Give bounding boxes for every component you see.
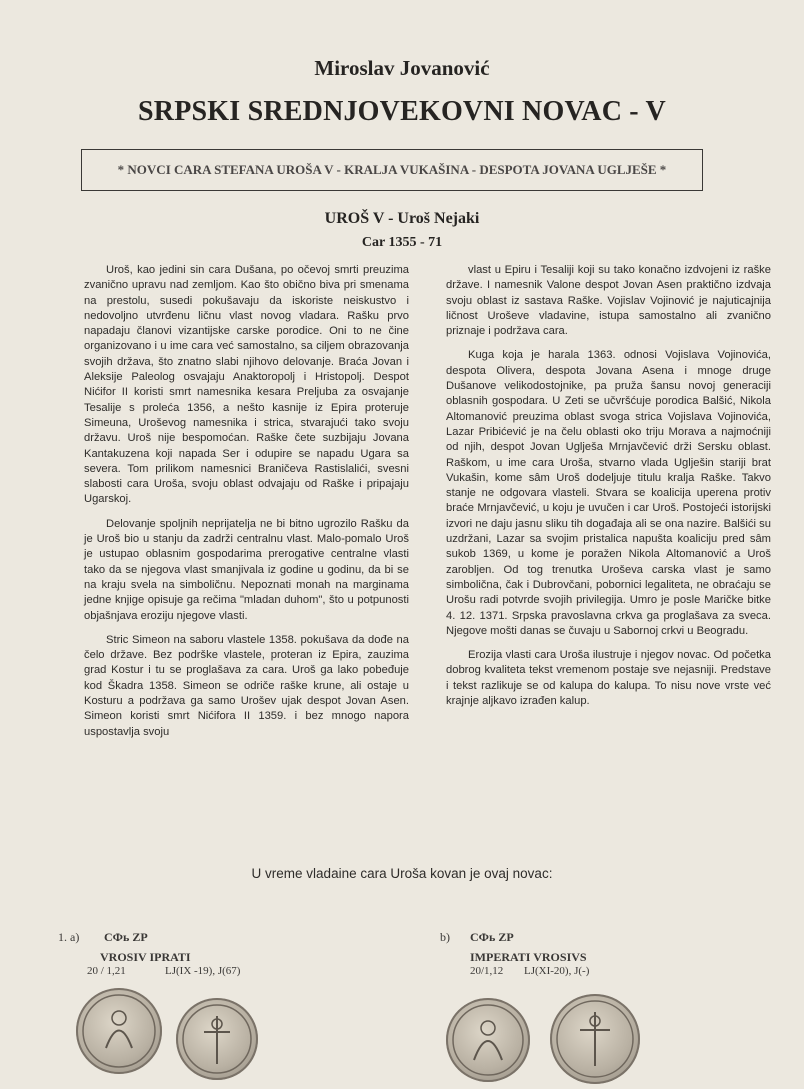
coin-obverse-image [446,998,530,1082]
coin-reverse-icon [550,994,640,1084]
right-column [446,263,771,718]
coin-legend-bottom: IMPERATI VROSIVS [470,950,587,964]
coin-entry-b [440,928,770,1086]
paragraph: vlast u Epiru i Tesaliji koji su tako konačno izdvojeni iz raške države. I namesnik Valone despot Jovan Asen praktično izdvaja svoju oblast iz sastava Raške. Vojislav Vojinović je najuticajnija ličnost Uroševe vladavine, istupa samostalno ali zvanično priznaje i podržava cara. [446,264,771,338]
paragraph: Delovanje spoljnih neprijatelja ne bi bitno ugrozilo Rašku da je Uroš bio u stanju da zadrži centralnu vlast. Malo-pomalo Uroš je ustupao oblasnim gospodarima prerogative centralne vlasti tako da se njegova vlast smanjivala iz godine u godinu, da bi se na kraju svela na simboličnu. Nepoznati monah na marginama jedne knjige opisuje ga rečima "mladan duhom", što u potpunosti objašnjava eroziju njegove vlasti. [84,517,409,622]
coin-refs: LJ(IX -19), J(67) [165,965,241,977]
section-subtitle: Car 1355 - 71 [361,235,443,250]
paragraph: Stric Simeon na saboru vlastele 1358. pokušava da dođe na čelo države. Bez podrške vlastele, proteran iz Epira, zauzima grad Kostur i tu se proglašava za cara. Uroš ga lako pobeđuje kod Škadra 1358. Simeon se odriče raške krune, ali ostaje u Kosturu a podržava ga samo Urošev ujak despot Jovan Asen. Simeon koristi smrt Nićifora II 1359. i bez mnogo napora uspostavlja svoju [84,633,409,738]
paragraph: Kuga koja je harala 1363. odnosi Vojislava Vojinovića, despota Olivera, despota Jovana Asena i mnoge druge Dušanove velikodostojnike, pa pruža šansu novoj generaciji oblasnih gospodara. U Zeti se učvršćuje porodica Balšić, Nikola Altomanović preuzima oblast svoga strica Vojislava Vojinovića, Lazar Pribićević je na čelu oblasti oko triju Morava a najmoćniji od njih, despot Jovan Uglješa Mrnjavčević drži Sersku oblast. Raškom, u ime cara Uroša, stvarno vlada Uglješin stariji brat Vukašin, kome sâm Uroš dodeljuje titulu kralja Raške. Takvo stanje ne odgovara vlasteli. Stvara se koalicija uperena protiv braće Mrnjavčević, u koju je uvučen i car Uroš. Postojeći istorijski izvori ne daju jasnu sliku tih događaja ali se ona nazire. Balšići su uzdržani, Lazar sa svojim pristalica napušta koaliciju pred sâm sukob 1369, u kome je poražen Nikola Altomanović a Uroš zarobljen. Od tog trenutka Uroševa carska vlast je samo simbolična, čak i Dubrovčani, pobornici legaliteta, ne obraćaju se Urošu radi potvrde svojih privilegija. Umro je posle Maričke bitke 4. 12. 1371. Srpska pravoslavna crkva ga proglašava za sveca. Njegove mošti danas se čuvaju u Sabornoj crkvi u Beogradu. [446,349,771,637]
article-title: SRPSKI SREDNJOVEKOVNI NOVAC - V [138,96,666,127]
subtitle-box [81,149,703,191]
coin-reverse-icon [176,998,258,1080]
coin-weight: 20 / 1,21 [87,965,126,977]
left-column [84,263,409,749]
coin-label: 1. a) [58,930,80,944]
coin-legend-bottom: VROSIV IPRATI [100,950,191,964]
coins-intro: U vreme vladaine cara Uroša kovan je ovaj novac: [251,866,553,881]
article-subtitle: * NOVCI CARA STEFANA UROŠA V - KRALJA VUKAŠINA - DESPOTA JOVANA UGLJEŠE * [117,162,667,177]
paragraph: Uroš, kao jedini sin cara Dušana, po očevoj smrti preuzima zvanično upravu nad zemljom. Kao što obično biva pri smenama na prestolu, susedi pokušavaju da iskoriste neiskustvo i nedovoljno utvrđenu ličnu vlast novog vladara. Rašku prvo napadaju članovi vizantijske carske porodice. Oni to ne čine organizovano i u ime cara već samostalno, sa ciljem obrazovanja svojih država, što znatno slabi njihovo delovanje. Braća Jovan i Aleksije Paleolog osvajaju Anaktoropolj i Hristopolj. Despot Nićifor II koristi smrt namesnika kesara Preljuba za osvajanje Tesalije s proleća 1356, a nešto kasnije iz Epira proteruje Simeuna, Uroševog namesnika i strica, stvarajući tako svoju državu. Uroš nije bespomoćan. Raške čete suzbijaju Jovana Kantakuzena koji napada Ser i odupire se napadu Ugara sa severa. Tom prilikom namesnici Braničeva Rastislalići, svesni slabosti cara Uroša, svoju oblast odvajaju od Raške i pripajaju Ugarskoj. [84,264,409,506]
coin-weight: 20/1,12 [470,965,504,977]
section-title: UROŠ V - Uroš Nejaki [324,210,480,227]
coin-refs: LJ(XI-20), J(-) [524,965,590,977]
paragraph: Erozija vlasti cara Uroša ilustruje i njegov novac. Od početka dobrog kvaliteta tekst vremenom postaje sve nejasniji. Predstave i tekst razlikuje se od kalupa do kalupa. To nisu nove vrste već krajnje aljkavo izrađen kalup. [446,649,771,708]
author-name: Miroslav Jovanović [314,56,490,80]
coin-label: b) [440,930,450,944]
coin-entry-a [58,928,378,1083]
coin-legend-top: CФь ZP [470,930,514,944]
coin-reverse-image [550,994,640,1084]
coin-obverse-icon [76,988,162,1074]
coin-legend-top: CФь ZP [104,930,148,944]
coin-reverse-image [176,998,258,1080]
coin-obverse-image [76,988,162,1074]
coin-obverse-icon [446,998,530,1082]
